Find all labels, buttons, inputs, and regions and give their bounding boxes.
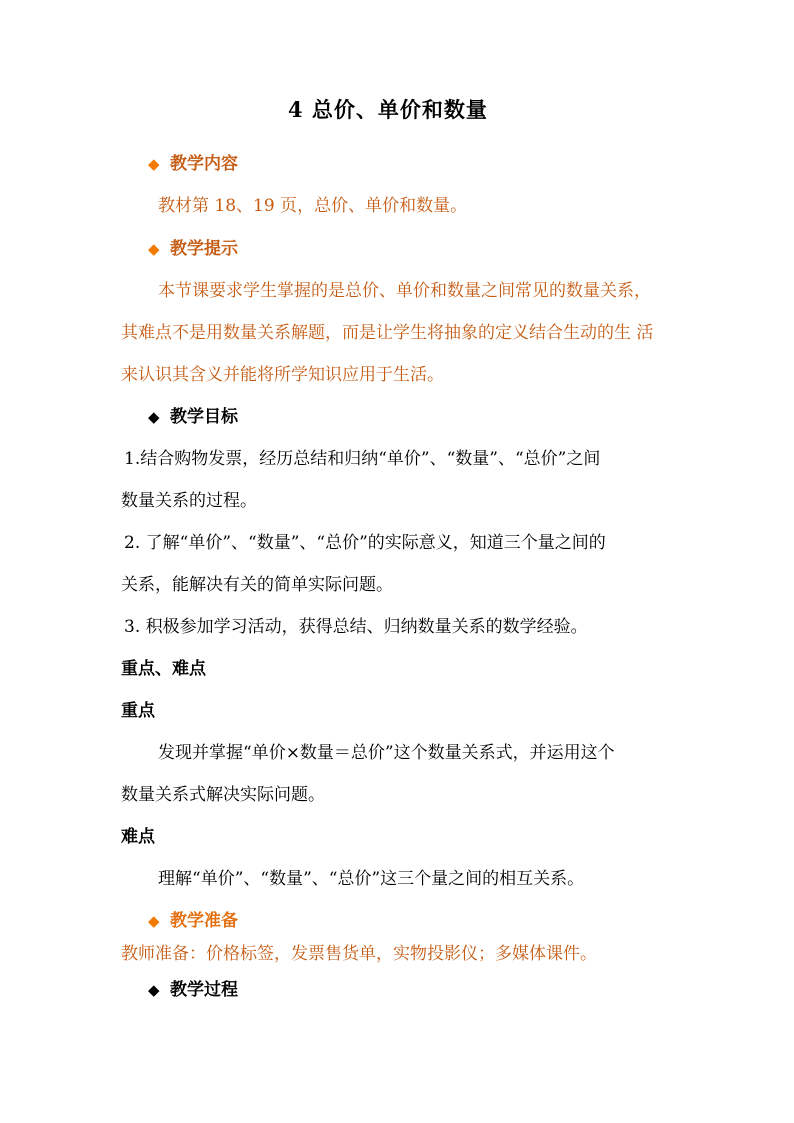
goal-line-3: 2. 了解“单价”、“数量”、“总价”的实际意义，知道三个量之间的	[124, 533, 606, 553]
prep-text: 教师准备：价格标签，发票售货单，实物投影仪；多媒体课件。	[121, 944, 597, 964]
key-difficult-heading: 重点、难点	[121, 659, 206, 679]
section-heading-label: 教学内容	[170, 154, 238, 174]
section-content-text: 教材第 18、19 页，总价、单价和数量。	[158, 196, 468, 216]
section-hint-heading	[148, 237, 238, 261]
goal-line-2: 数量关系的过程。	[121, 491, 257, 511]
diamond-bullet-icon: ◆	[148, 912, 160, 930]
page-title: 4 总价、单价和数量	[288, 97, 488, 122]
difficult-point-heading: 难点	[121, 827, 155, 847]
section-heading-label: 教学目标	[170, 407, 238, 427]
diamond-bullet-icon: ◆	[148, 981, 160, 999]
key-point-heading: 重点	[121, 701, 155, 721]
goal-line-5: 3. 积极参加学习活动，获得总结、归纳数量关系的数学经验。	[124, 617, 588, 637]
diamond-bullet-icon: ◆	[148, 240, 160, 258]
section-goals-heading	[148, 405, 238, 429]
section-heading-label: 教学准备	[170, 911, 238, 931]
goal-line-4: 关系，能解决有关的简单实际问题。	[121, 575, 393, 595]
difficult-point-line: 理解“单价”、“数量”、“总价”这三个量之间的相互关系。	[158, 869, 585, 889]
section-prep-heading	[148, 909, 238, 933]
hint-line-3: 来认识其含义并能将所学知识应用于生活。	[121, 365, 444, 385]
diamond-bullet-icon: ◆	[148, 408, 160, 426]
section-heading-label: 教学过程	[170, 980, 238, 1000]
key-point-line-2: 数量关系式解决实际问题。	[121, 785, 325, 805]
goal-line-1: 1.结合购物发票，经历总结和归纳“单价”、“数量”、“总价”之间	[124, 449, 601, 469]
section-heading-label: 教学提示	[170, 239, 238, 259]
hint-line-2: 其难点不是用数量关系解题，而是让学生将抽象的定义结合生动的生 活	[121, 323, 654, 343]
section-content-heading	[148, 152, 238, 176]
diamond-bullet-icon: ◆	[148, 155, 160, 173]
section-process-heading	[148, 978, 238, 1002]
hint-line-1: 本节课要求学生掌握的是总价、单价和数量之间常见的数量关系，	[158, 281, 651, 301]
key-point-line-1: 发现并掌握“单价×数量＝总价”这个数量关系式，并运用这个	[158, 743, 615, 763]
